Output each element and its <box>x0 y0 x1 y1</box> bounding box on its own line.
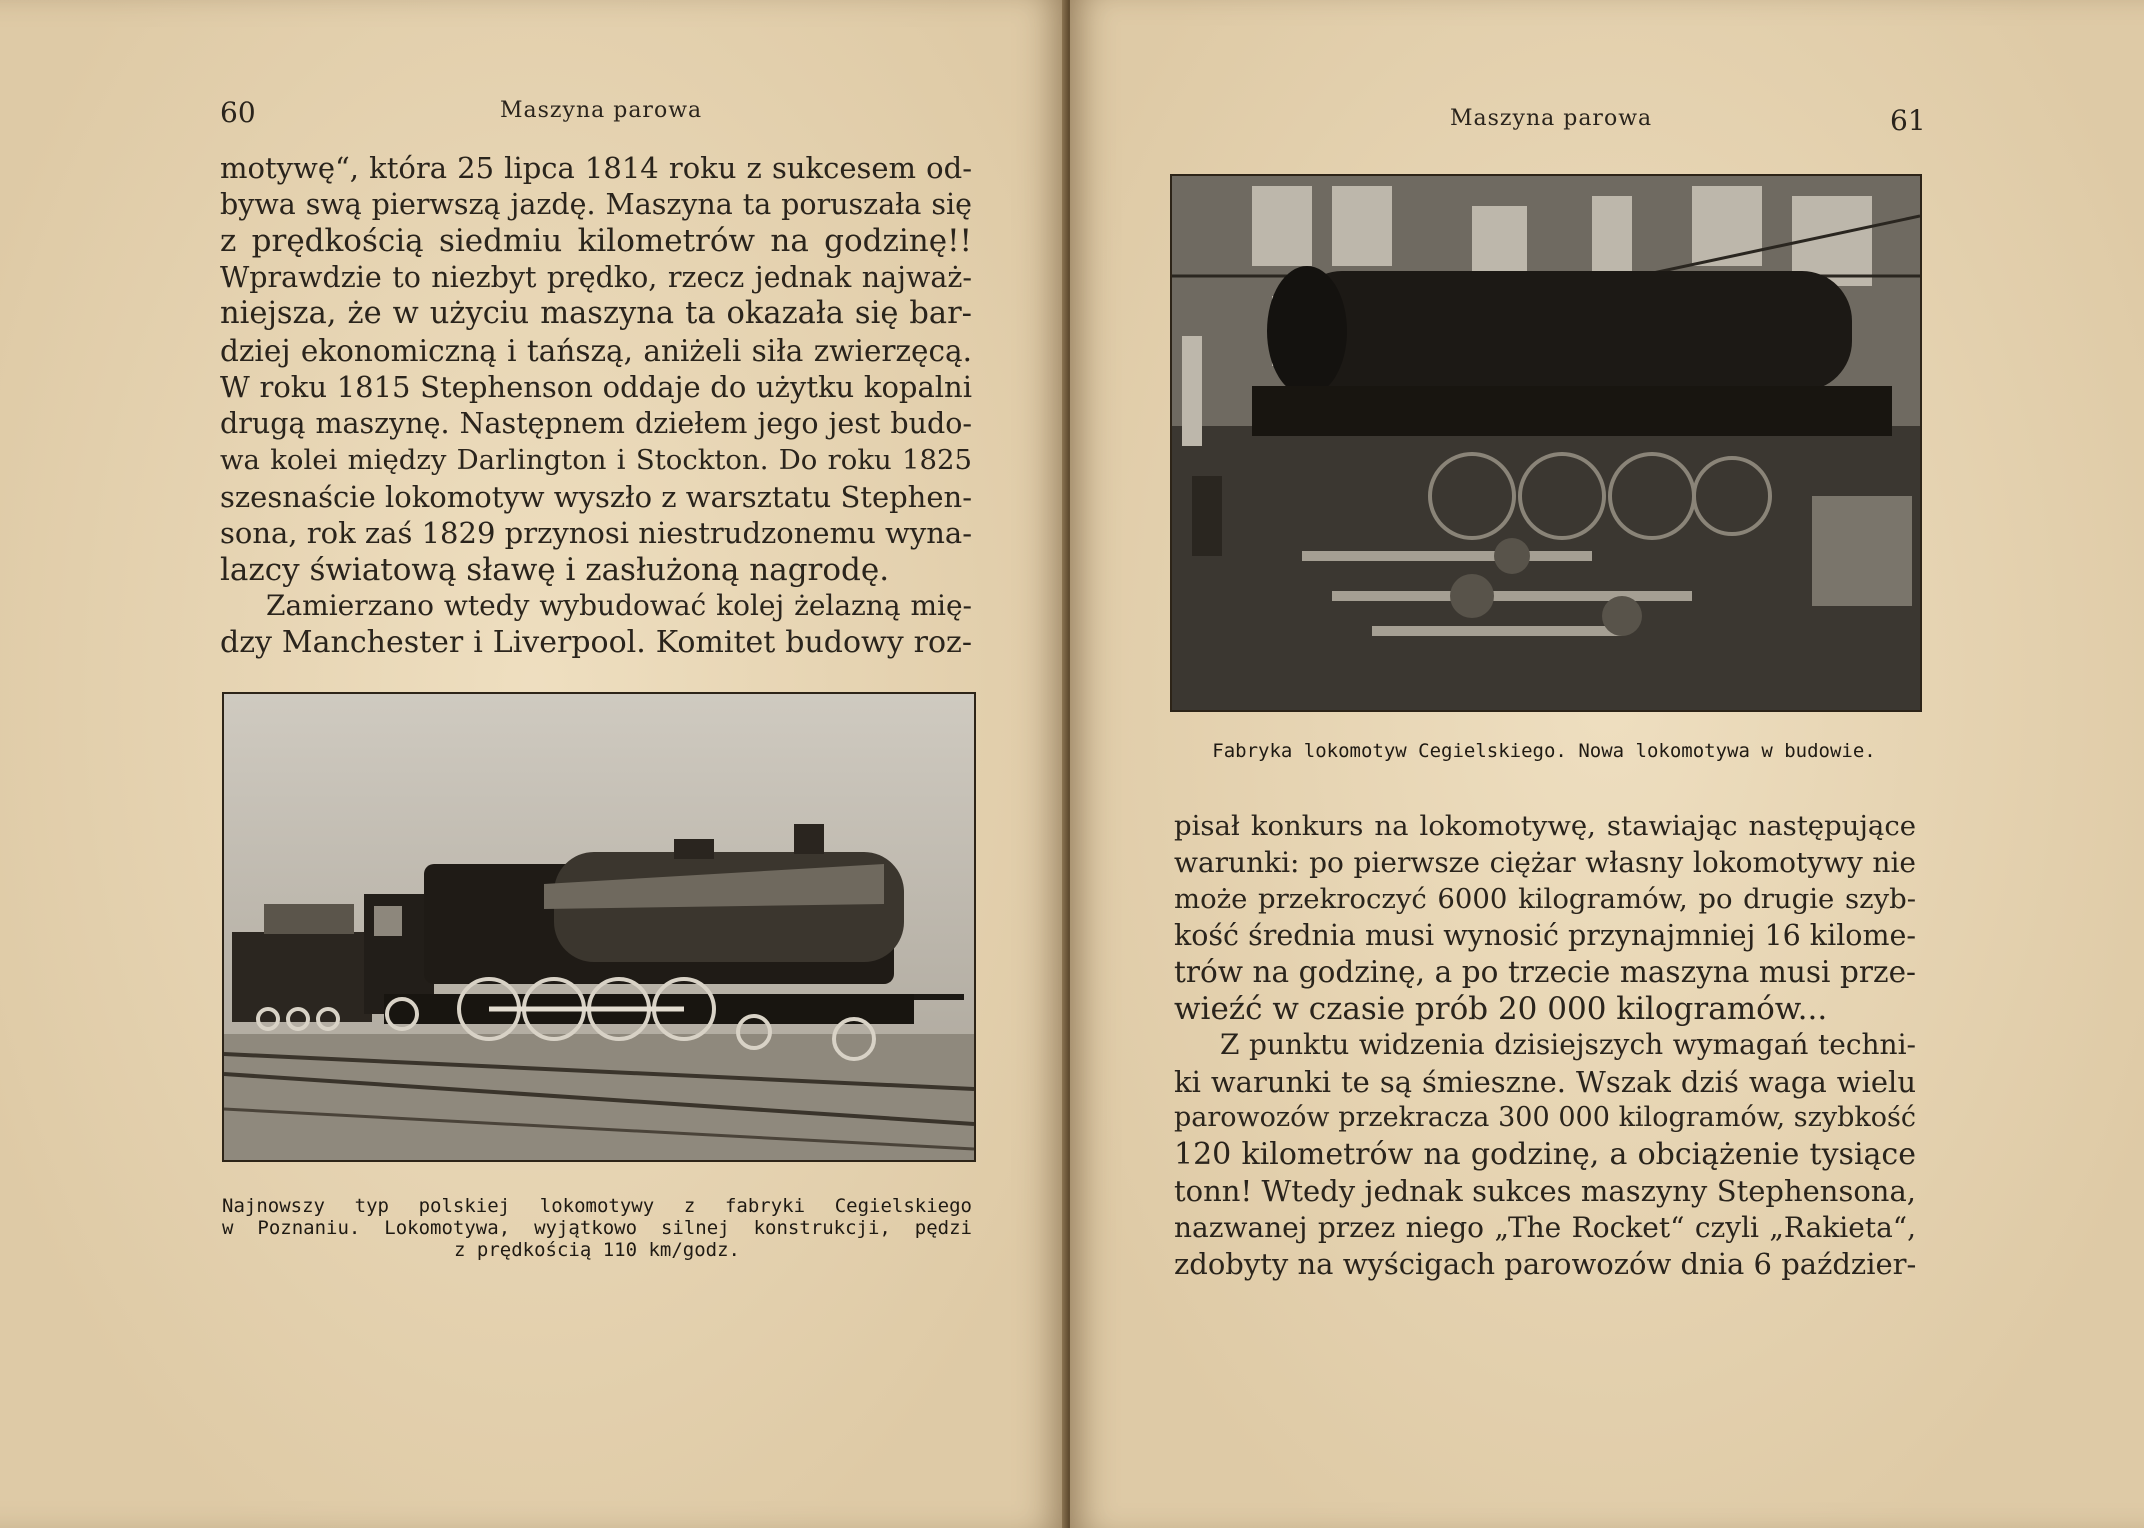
caption-line: Najnowszy typ polskiej lokomotywy z fabryki Cegielskiego <box>222 1195 972 1217</box>
text-line: parowozów przekracza 300 000 kilogramów, szybkość <box>1174 1102 1916 1133</box>
text-line: pisał konkurs na lokomotywę, stawiając następujące <box>1174 810 1916 842</box>
right-body-text <box>1174 808 1916 1283</box>
locomotive-photo-caption <box>222 1195 972 1261</box>
text-line: ki warunki te są śmieszne. Wszak dziś waga wielu <box>1174 1064 1916 1099</box>
text-line: z prędkością siedmiu kilometrów na godzinę!! <box>220 223 972 259</box>
text-line: wieźć w czasie prób 20 000 kilogramów... <box>1174 990 1828 1027</box>
page-number-left: 60 <box>220 96 256 129</box>
caption-line: z prędkością 110 km/godz. <box>454 1239 740 1261</box>
text-line: lazcy światową sławę i zasłużoną nagrodę. <box>220 551 890 588</box>
text-line: dziej ekonomiczną i tańszą, aniżeli siła zwierzęcą. <box>220 333 972 368</box>
left-page <box>0 0 1066 1528</box>
running-head-right: Maszyna parowa <box>1450 106 1653 131</box>
text-line: 120 kilometrów na godzinę, a obciążenie tysiące <box>1174 1136 1916 1172</box>
page-number-right: 61 <box>1890 104 1926 137</box>
text-line: Z punktu widzenia dzisiejszych wymagań techni- <box>1220 1028 1916 1061</box>
right-page <box>1070 0 2144 1528</box>
text-line: motywę“, która 25 lipca 1814 roku z sukcesem od- <box>220 151 972 185</box>
text-line: dzy Manchester i Liverpool. Komitet budowy roz- <box>220 624 972 660</box>
text-line: warunki: po pierwsze ciężar własny lokomotywy nie <box>1174 845 1916 879</box>
text-line: szesnaście lokomotyw wyszło z warsztatu Stephen- <box>220 479 972 514</box>
text-line: trów na godzinę, a po trzecie maszyna musi prze- <box>1174 955 1916 989</box>
factory-illustration <box>1172 176 1920 710</box>
locomotive-photo <box>222 692 976 1162</box>
text-line: bywa swą pierwszą jazdę. Maszyna ta poruszała się <box>220 187 972 221</box>
text-line: wa kolei między Darlington i Stockton. Do roku 1825 <box>220 444 972 476</box>
text-line: W roku 1815 Stephenson oddaje do użytku kopalni <box>220 370 972 404</box>
text-line: może przekroczyć 6000 kilogramów, po drugie szyb- <box>1174 883 1916 915</box>
factory-photo <box>1170 174 1922 712</box>
text-line: nazwanej przez niego „The Rocket“ czyli „Rakieta“, <box>1174 1210 1916 1244</box>
running-head-left: Maszyna parowa <box>500 98 703 123</box>
locomotive-illustration <box>224 694 974 1160</box>
text-line: tonn! Wtedy jednak sukces maszyny Stephensona, <box>1174 1174 1916 1208</box>
text-line: Wprawdzie to niezbyt prędko, rzecz jednak najważ- <box>220 260 972 294</box>
text-line: zdobyty na wyścigach parowozów dnia 6 paździer- <box>1174 1247 1917 1281</box>
caption-line: w Poznaniu. Lokomotywa, wyjątkowo silnej konstrukcji, pędzi <box>222 1217 972 1239</box>
factory-photo-caption: Fabryka lokomotyw Cegielskiego. Nowa lokomotywa w budowie. <box>1212 740 1876 762</box>
text-line: Zamierzano wtedy wybudować kolej żelazną mię- <box>266 589 972 622</box>
text-line: sona, rok zaś 1829 przynosi niestrudzonemu wyna- <box>220 516 972 550</box>
left-body-text <box>220 150 972 661</box>
text-line: kość średnia musi wynosić przynajmniej 16 kilome- <box>1174 918 1916 952</box>
text-line: drugą maszynę. Następnem dziełem jego jest budo- <box>220 406 972 440</box>
text-line: niejsza, że w użyciu maszyna ta okazała się bar- <box>220 296 972 331</box>
